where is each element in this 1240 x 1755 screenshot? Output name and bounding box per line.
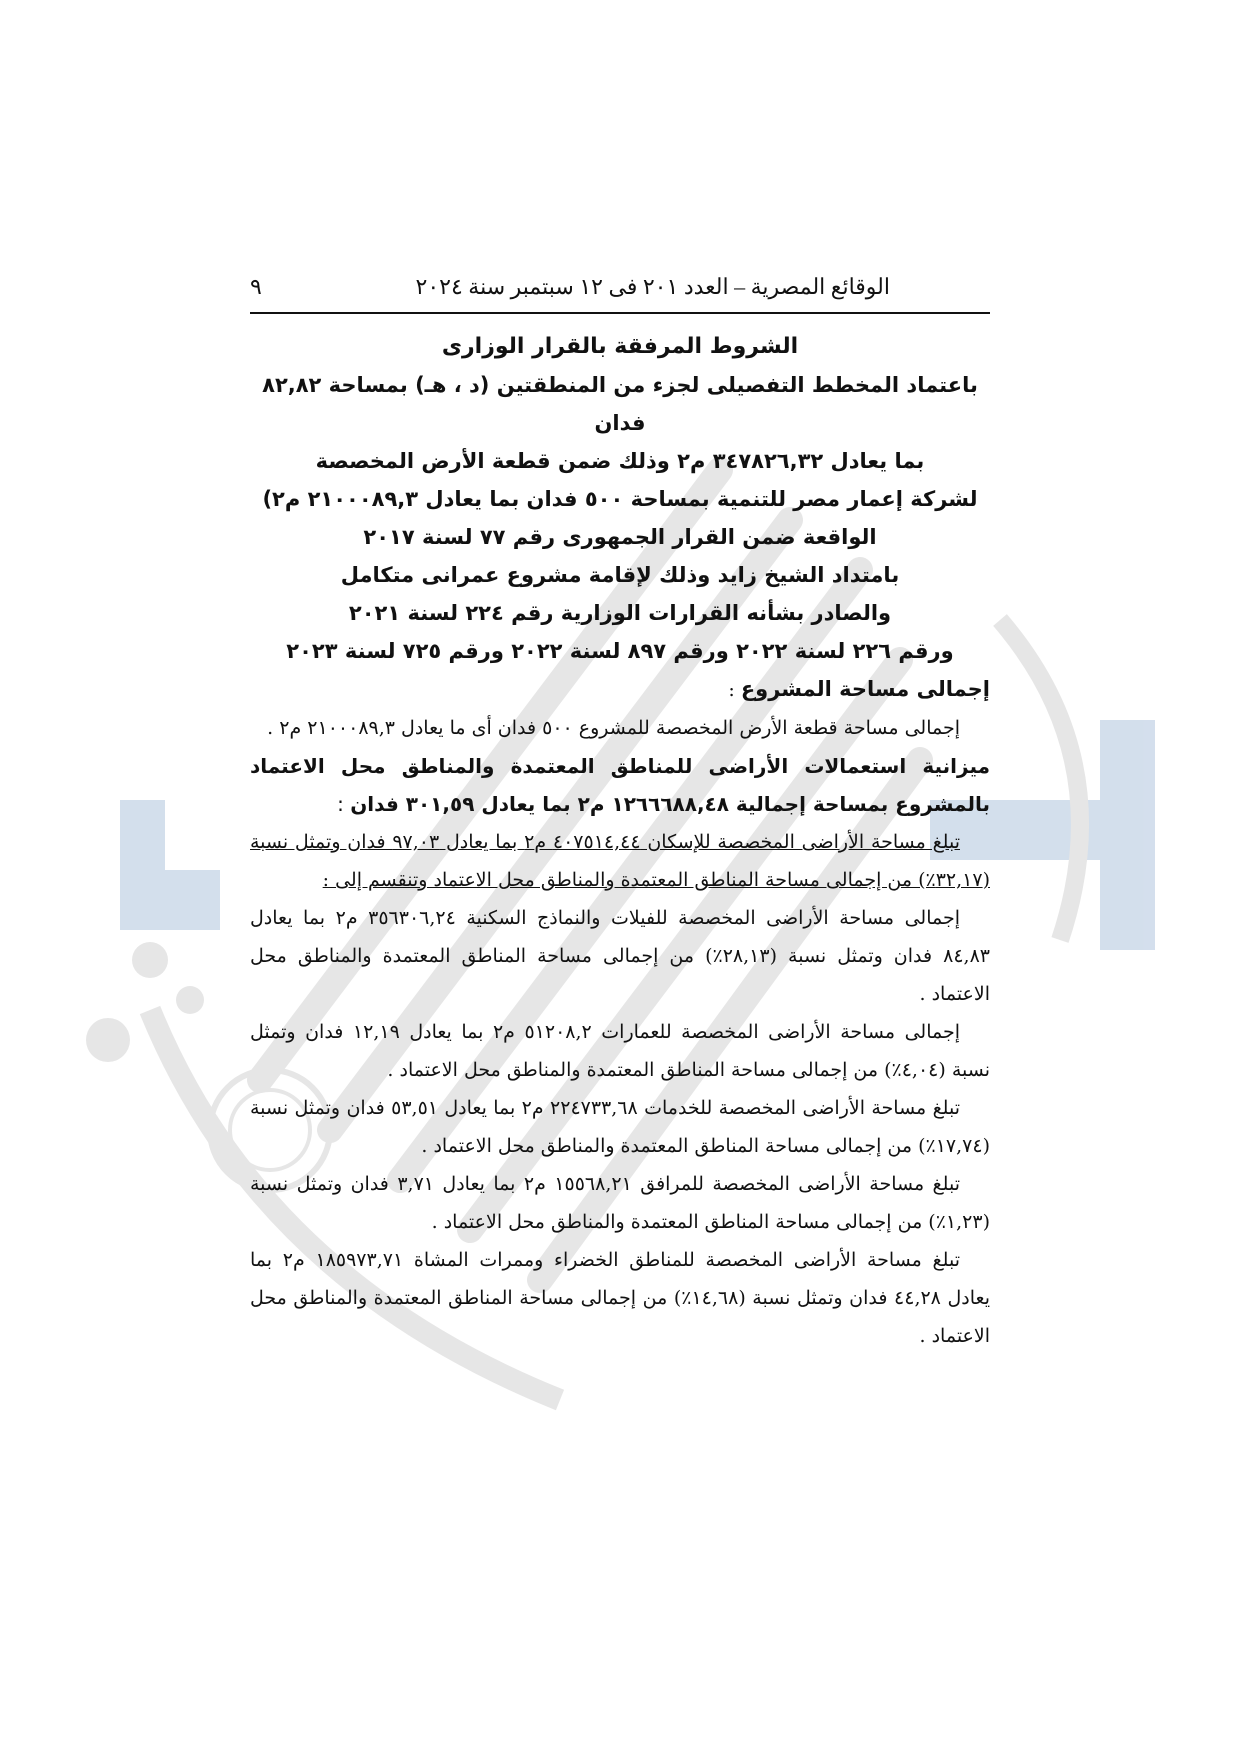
green-areas-paragraph: تبلغ مساحة الأراضى المخصصة للمناطق الخضراء وممرات المشاة ١٨٥٩٧٣,٧١ م٢ بما يعادل ٤٤,٢٨ فدان وتمثل نسبة (١٤,٦٨٪) من إجمالى مساحة المناطق المعتمدة والمناطق محل الاعتماد . bbox=[250, 1249, 990, 1347]
land-use-budget-title bbox=[250, 747, 990, 823]
villas-paragraph: إجمالى مساحة الأراضى المخصصة للفيلات والنماذج السكنية ٣٥٦٣٠٦,٢٤ م٢ بما يعادل ٨٤,٨٣ فدان وتمثل نسبة (٢٨,١٣٪) من إجمالى مساحة المناطق المعتمدة والمناطق محل الاعتماد . bbox=[250, 907, 990, 1005]
heading-line: ورقم ٢٢٦ لسنة ٢٠٢٢ ورقم ٨٩٧ لسنة ٢٠٢٢ ورقم ٧٢٥ لسنة ٢٠٢٣ bbox=[286, 639, 954, 663]
heading-line: بامتداد الشيخ زايد وذلك لإقامة مشروع عمرانى متكامل bbox=[340, 563, 900, 587]
page-header bbox=[250, 270, 990, 314]
budget-title-text: ميزانية استعمالات الأراضى للمناطق المعتمدة والمناطق محل الاعتماد بالمشروع بمساحة إجمالية ١٢٦٦٦٨٨,٤٨ م٢ بما يعادل ٣٠١,٥٩ فدان bbox=[250, 754, 990, 816]
project-area-section bbox=[250, 670, 990, 747]
budget-colon: : bbox=[337, 792, 351, 816]
heading-line: والصادر بشأنه القرارات الوزارية رقم ٢٢٤ لسنة ٢٠٢١ bbox=[348, 601, 892, 625]
project-area-text: إجمالى مساحة قطعة الأرض المخصصة للمشروع ٥٠٠ فدان أى ما يعادل ٢١٠٠٠٨٩,٣ م٢ . bbox=[267, 717, 960, 739]
gazette-header-title: الوقائع المصرية – العدد ٢٠١ فى ١٢ سبتمبر سنة ٢٠٢٤ bbox=[415, 274, 890, 299]
heading-line: باعتماد المخطط التفصيلى لجزء من المنطقتين (د ، هـ) بمساحة ٨٢,٨٢ فدان bbox=[262, 373, 978, 435]
heading-line: لشركة إعمار مصر للتنمية بمساحة ٥٠٠ فدان بما يعادل ٢١٠٠٠٨٩,٣ م٢) bbox=[262, 487, 978, 511]
page-number: ٩ bbox=[250, 274, 262, 299]
buildings-paragraph: إجمالى مساحة الأراضى المخصصة للعمارات ٥١٢٠٨,٢ م٢ بما يعادل ١٢,١٩ فدان وتمثل نسبة (٤,٠٤٪) من إجمالى مساحة المناطق المعتمدة والمناطق محل الاعتماد . bbox=[250, 1021, 990, 1081]
decree-heading bbox=[250, 328, 990, 670]
heading-line: الواقعة ضمن القرار الجمهورى رقم ٧٧ لسنة ٢٠١٧ bbox=[363, 525, 877, 549]
heading-line: بما يعادل ٣٤٧٨٢٦,٣٢ م٢ وذلك ضمن قطعة الأرض المخصصة bbox=[315, 449, 925, 473]
utilities-paragraph: تبلغ مساحة الأراضى المخصصة للمرافق ١٥٥٦٨,٢١ م٢ بما يعادل ٣,٧١ فدان وتمثل نسبة (١,٢٣٪) من إجمالى مساحة المناطق المعتمدة والمناطق محل الاعتماد . bbox=[250, 1173, 990, 1233]
housing-text: تبلغ مساحة الأراضى المخصصة للإسكان ٤٠٧٥١٤,٤٤ م٢ بما يعادل ٩٧,٠٣ فدان وتمثل نسبة (٣٢,١٧٪) من إجمالى مساحة المناطق المعتمدة والمناطق محل الاعتماد وتنقسم إلى : bbox=[250, 831, 990, 891]
services-paragraph: تبلغ مساحة الأراضى المخصصة للخدمات ٢٢٤٧٣٣,٦٨ م٢ بما يعادل ٥٣,٥١ فدان وتمثل نسبة (١٧,٧٤٪) من إجمالى مساحة المناطق المعتمدة والمناطق محل الاعتماد . bbox=[250, 1097, 990, 1157]
heading-main-title: الشروط المرفقة بالقرار الوزارى bbox=[441, 334, 799, 359]
project-area-title: إجمالى مساحة المشروع bbox=[740, 677, 990, 701]
document-page bbox=[250, 270, 990, 1355]
housing-paragraph bbox=[250, 823, 990, 899]
project-area-colon: : bbox=[728, 679, 741, 701]
